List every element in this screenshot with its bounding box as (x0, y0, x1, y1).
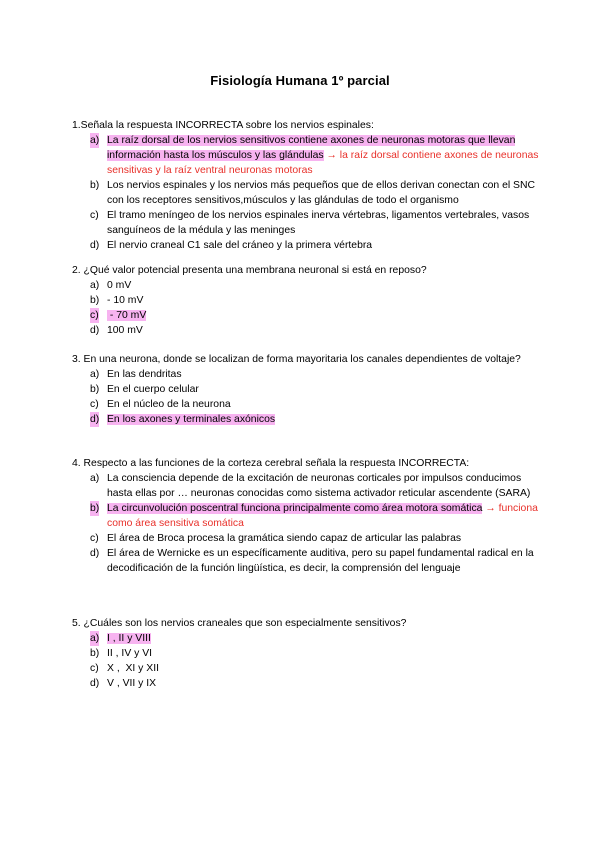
option-letter: a) (90, 473, 100, 484)
option-text: En el cuerpo celular (107, 384, 199, 395)
option-text-highlighted: En los axones y terminales axónicos (107, 414, 276, 425)
option-text: En las dendritas (107, 369, 182, 380)
option-letter: b) (90, 180, 100, 191)
option-d (72, 546, 542, 576)
option-text: V , VII y IX (107, 678, 157, 689)
option-letter: d) (90, 548, 100, 559)
option-d (72, 323, 542, 338)
option-d (72, 676, 542, 691)
question-3 (72, 352, 542, 427)
option-letter: d) (90, 414, 100, 425)
option-b (72, 501, 542, 531)
options-list (72, 631, 542, 691)
option-text: 0 mV (107, 280, 132, 291)
option-c (72, 531, 542, 546)
options-list (72, 278, 542, 338)
option-a (72, 278, 542, 293)
option-text: Los nervios espinales y los nervios más pequeños que de ellos derivan conectan con el SNC con los receptores sensitivos,músculos y las glándulas de todo el organismo (107, 180, 535, 206)
option-letter: b) (90, 503, 100, 514)
option-b (72, 382, 542, 397)
option-letter: a) (90, 369, 100, 380)
question-text: 4. Respecto a las funciones de la corteza cerebral señala la respuesta INCORRECTA: (72, 458, 470, 469)
option-text: El área de Wernicke es un específicamente auditiva, pero su papel fundamental radical en la decodificación de la función lingüística, es decir, la comprensión del lenguaje (107, 548, 534, 574)
option-letter: c) (90, 399, 99, 410)
option-c (72, 308, 542, 323)
option-text: II , IV y VI (107, 648, 153, 659)
option-letter: c) (90, 210, 99, 221)
question-text: 1.Señala la respuesta INCORRECTA sobre los nervios espinales: (72, 120, 374, 131)
option-text-highlighted: - 70 mV (107, 310, 147, 321)
option-d (72, 238, 542, 253)
option-c (72, 661, 542, 676)
option-letter: a) (90, 135, 100, 146)
option-a (72, 471, 542, 501)
option-text: - 10 mV (107, 295, 144, 306)
option-b (72, 178, 542, 208)
option-letter: c) (90, 533, 99, 544)
page-title: Fisiología Humana 1º parcial (210, 73, 390, 88)
option-text: El área de Broca procesa la gramática siendo capaz de articular las palabras (107, 533, 462, 544)
options-list (72, 133, 542, 253)
option-letter: c) (90, 663, 99, 674)
option-b (72, 646, 542, 661)
option-text: El tramo meníngeo de los nervios espinales inerva vértebras, ligamentos vertebrales, vasos sanguíneos de la médula y las meninges (107, 210, 530, 236)
question-text: 2. ¿Qué valor potencial presenta una membrana neuronal si está en reposo? (72, 265, 427, 276)
options-list (72, 471, 542, 576)
option-text: La consciencia depende de la excitación de neuronas corticales por impulsos conducimos hasta ellas por … neuronas conocidas como sistema activador reticular ascendente (SARA) (107, 473, 531, 499)
option-c (72, 208, 542, 238)
option-text: X , XI y XII (107, 663, 159, 674)
option-c (72, 397, 542, 412)
option-d (72, 412, 542, 427)
option-letter: b) (90, 384, 100, 395)
options-list (72, 367, 542, 427)
correction-note: → la raíz dorsal contiene axones de neuronas sensitivas y la raíz ventral neuronas motoras (107, 150, 539, 176)
option-letter: d) (90, 325, 100, 336)
option-letter: a) (90, 633, 100, 644)
option-letter: d) (90, 240, 100, 251)
option-text: 100 mV (107, 325, 143, 336)
question-1 (72, 118, 542, 253)
question-4 (72, 456, 542, 576)
question-2 (72, 263, 542, 338)
option-letter: a) (90, 280, 100, 291)
option-text: El nervio craneal C1 sale del cráneo y la primera vértebra (107, 240, 373, 251)
option-a (72, 631, 542, 646)
question-text: 3. En una neurona, donde se localizan de forma mayoritaria los canales dependientes de voltaje? (72, 354, 521, 365)
option-a (72, 133, 542, 178)
option-a (72, 367, 542, 382)
option-text-highlighted: La circunvolución poscentral funciona principalmente como área motora somática (107, 503, 483, 514)
option-letter: b) (90, 648, 100, 659)
option-text-highlighted: La raíz dorsal de los nervios sensitivos contiene axones de neuronas motoras que llevan información hasta los músculos y las glándulas (107, 135, 516, 161)
option-letter: b) (90, 295, 100, 306)
question-text: 5. ¿Cuáles son los nervios craneales que son especialmente sensitivos? (72, 618, 407, 629)
option-text-highlighted: I , II y VIII (107, 633, 151, 644)
correction-note: → funciona como área sensitiva somática (107, 503, 538, 529)
option-letter: c) (90, 310, 99, 321)
option-letter: d) (90, 678, 100, 689)
question-5 (72, 616, 542, 691)
option-b (72, 293, 542, 308)
option-text: En el núcleo de la neurona (107, 399, 231, 410)
